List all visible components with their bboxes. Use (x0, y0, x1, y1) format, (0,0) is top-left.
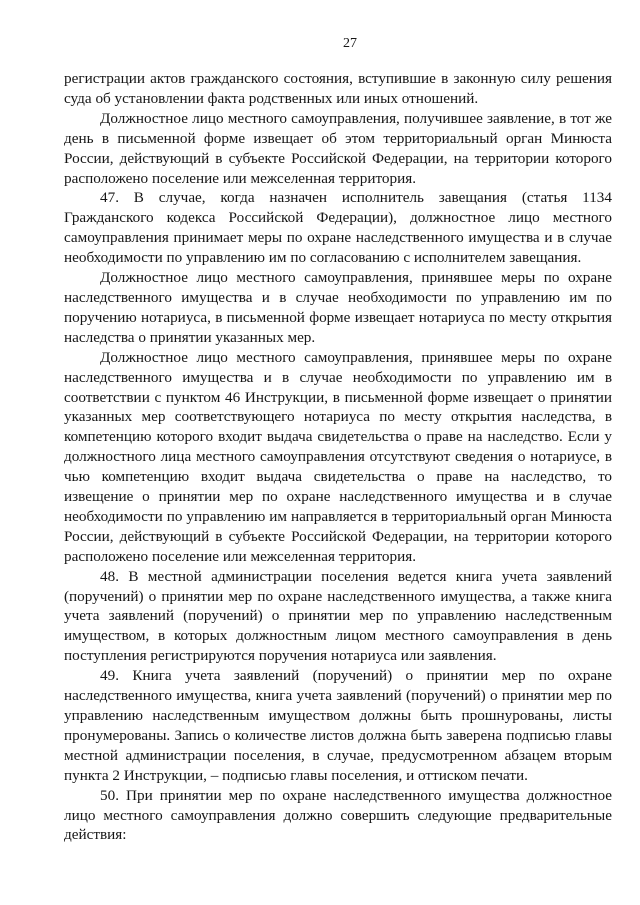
paragraph-50: 50. При принятии мер по охране наследственного имущества должностное лицо местного самоуправления должно совершить следующие предварительные действия: (64, 786, 612, 844)
paragraph-continuation: регистрации актов гражданского состояния, вступившие в законную силу решения суда об установлении факта родственных или иных отношений. (64, 70, 612, 107)
paragraph-notice-minjust: Должностное лицо местного самоуправления, получившее заявление, в тот же день в письменной форме извещает об этом территориальный орган Минюста России, действующий в субъекте Российской Федерации, на территории которого расположено поселение или межселенная территория. (64, 109, 612, 187)
paragraph-49: 49. Книга учета заявлений (поручений) о принятии мер по охране наследственного имущества, книга учета заявлений (поручений) о принятии мер по управлению наследственным имуществом должны быть прошнурованы, листы пронумерованы. Запись о количестве листов должна быть заверена подписью главы местной администрации поселения, в случае, предусмотренном абзацем вторым пункта 2 Инструкции, – подписью главы поселения, и оттиском печати. (64, 667, 612, 784)
paragraph-47: 47. В случае, когда назначен исполнитель завещания (статья 1134 Гражданского кодекса Российской Федерации), должностное лицо местного самоуправления принимает меры по охране наследственного имущества и в случае необходимости по управлению им по согласованию с исполнителем завещания. (64, 189, 612, 267)
paragraph-47-notary-notice: Должностное лицо местного самоуправления, принявшее меры по охране наследственного имущества и в случае необходимости по управлению им по поручению нотариуса, в письменной форме извещает нотариуса по месту открытия наследства о принятии указанных мер. (64, 269, 612, 346)
paragraph-48: 48. В местной администрации поселения ведется книга учета заявлений (поручений) о принятии мер по охране наследственного имущества, а также книга учета заявлений (поручений) о принятии мер по управлению наследственным имуществом, в которых должностным лицом местного самоуправления в день поступления регистрируются поручения нотариуса или заявления. (64, 567, 612, 665)
page-number: 27 (343, 36, 357, 51)
paragraph-47-point-46-notice: Должностное лицо местного самоуправления, принявшее меры по охране наследственного имущества и в случае необходимости по управлению им в соответствии с пунктом 46 Инструкции, в письменной форме извещает о принятии указанных мер соответствующего нотариуса по месту открытия наследства, в компетенцию которого входит выдача свидетельства о праве на наследство. Если у должностного лица местного самоуправления отсутствуют сведения о нотариусе, в чью компетенцию входит выдача свидетельства о праве на наследство, то извещение о принятии мер по охране наследственного имущества и в случае необходимости по управлению им направляется в территориальный орган Минюста России, действующий в субъекте Российской Федерации, на территории которого расположено поселение или межселенная территория. (64, 348, 612, 565)
